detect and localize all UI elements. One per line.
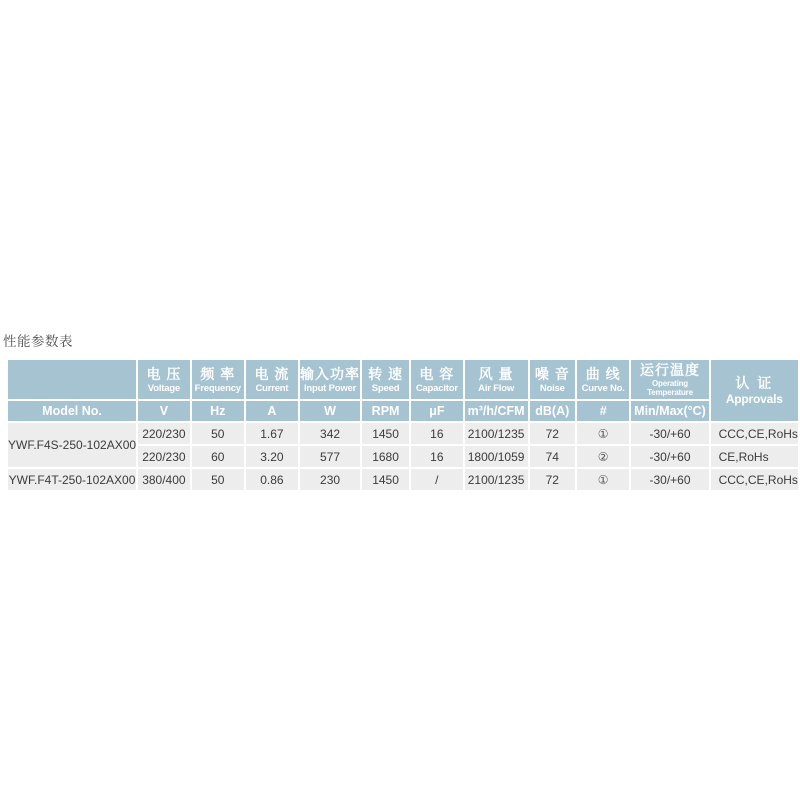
section-title: 性能参数表 bbox=[3, 334, 73, 349]
col-header-speed-en: Speed bbox=[371, 382, 400, 394]
header-blank-cell bbox=[8, 360, 136, 399]
input-power-value: 577 bbox=[300, 446, 360, 467]
col-header-curve-no bbox=[577, 360, 630, 399]
col-header-voltage bbox=[138, 360, 190, 399]
model-cell: YWF.F4T-250-102AX00 bbox=[8, 469, 136, 490]
operating-temperature-value: -30/+60 bbox=[631, 469, 708, 490]
col-header-noise-en: Noise bbox=[539, 382, 565, 394]
input-power-value: 342 bbox=[300, 423, 360, 444]
approvals-value: CCC,CE,RoHs bbox=[711, 423, 798, 444]
table-row bbox=[8, 469, 798, 490]
unit-operating-temperature: Min/Max(°C) bbox=[631, 401, 708, 421]
unit-speed: RPM bbox=[362, 401, 409, 421]
speed-value: 1680 bbox=[362, 446, 409, 467]
current-value: 3.20 bbox=[246, 446, 298, 467]
operating-temperature-value: -30/+60 bbox=[631, 446, 708, 467]
col-header-speed-cn: 转 速 bbox=[368, 365, 403, 382]
col-header-operating-temperature-cn: 运行温度 bbox=[640, 362, 700, 378]
unit-capacitor: μF bbox=[411, 401, 462, 421]
col-header-voltage-cn: 电 压 bbox=[146, 365, 182, 382]
current-value: 0.86 bbox=[246, 469, 298, 490]
col-header-approvals-en: Approvals bbox=[725, 392, 783, 406]
model-cell: YWF.F4S-250-102AX00 bbox=[8, 423, 136, 467]
col-header-input-power bbox=[300, 360, 360, 399]
col-header-current-cn: 电 流 bbox=[254, 365, 290, 382]
air-flow-value: 1800/1059 bbox=[465, 446, 528, 467]
speed-value: 1450 bbox=[362, 423, 409, 444]
unit-curve-no: # bbox=[577, 401, 630, 421]
unit-air-flow: m³/h/CFM bbox=[465, 401, 528, 421]
unit-current: A bbox=[246, 401, 298, 421]
unit-frequency: Hz bbox=[192, 401, 244, 421]
col-header-approvals-cn: 认 证 bbox=[735, 375, 774, 391]
col-header-frequency-en: Frequency bbox=[194, 382, 241, 394]
col-header-air-flow-cn: 风 量 bbox=[478, 365, 514, 382]
table-row bbox=[8, 423, 798, 444]
capacitor-value: / bbox=[411, 469, 462, 490]
col-header-current-en: Current bbox=[255, 382, 289, 394]
speed-value: 1450 bbox=[362, 469, 409, 490]
curve-no-value: ① bbox=[577, 469, 630, 490]
col-header-input-power-en: Input Power bbox=[303, 382, 357, 394]
col-header-speed bbox=[362, 360, 409, 399]
curve-no-value: ② bbox=[577, 446, 630, 467]
col-header-capacitor-cn: 电 容 bbox=[419, 365, 455, 382]
voltage-value: 220/230 bbox=[138, 446, 190, 467]
voltage-value: 380/400 bbox=[138, 469, 190, 490]
unit-voltage: V bbox=[138, 401, 190, 421]
noise-value: 72 bbox=[530, 469, 575, 490]
noise-value: 74 bbox=[530, 446, 575, 467]
col-header-capacitor-en: Capacitor bbox=[415, 382, 458, 394]
header-row-units bbox=[8, 401, 798, 421]
capacitor-value: 16 bbox=[411, 423, 462, 444]
model-no-header: Model No. bbox=[8, 401, 136, 421]
col-header-operating-temperature-en: Operating Temperature bbox=[647, 379, 693, 397]
col-header-voltage-en: Voltage bbox=[147, 382, 180, 394]
col-header-curve-no-en: Curve No. bbox=[581, 382, 625, 394]
frequency-value: 50 bbox=[192, 423, 244, 444]
col-header-noise bbox=[530, 360, 575, 399]
curve-no-value: ① bbox=[577, 423, 630, 444]
col-header-approvals bbox=[711, 360, 798, 421]
col-header-air-flow bbox=[465, 360, 528, 399]
noise-value: 72 bbox=[530, 423, 575, 444]
air-flow-value: 2100/1235 bbox=[465, 469, 528, 490]
frequency-value: 60 bbox=[192, 446, 244, 467]
input-power-value: 230 bbox=[300, 469, 360, 490]
unit-input-power: W bbox=[300, 401, 360, 421]
unit-noise: dB(A) bbox=[530, 401, 575, 421]
header-row-labels bbox=[8, 360, 798, 399]
col-header-frequency bbox=[192, 360, 244, 399]
approvals-value: CCC,CE,RoHs bbox=[711, 469, 798, 490]
col-header-air-flow-en: Air Flow bbox=[478, 382, 515, 394]
col-header-capacitor bbox=[411, 360, 462, 399]
current-value: 1.67 bbox=[246, 423, 298, 444]
col-header-noise-cn: 噪 音 bbox=[534, 365, 570, 382]
air-flow-value: 2100/1235 bbox=[465, 423, 528, 444]
col-header-input-power-cn: 输入功率 bbox=[300, 365, 361, 382]
performance-spec-table bbox=[6, 358, 800, 492]
voltage-value: 220/230 bbox=[138, 423, 190, 444]
col-header-frequency-cn: 频 率 bbox=[200, 365, 236, 382]
frequency-value: 50 bbox=[192, 469, 244, 490]
col-header-curve-no-cn: 曲 线 bbox=[585, 365, 621, 382]
approvals-value: CE,RoHs bbox=[711, 446, 798, 467]
capacitor-value: 16 bbox=[411, 446, 462, 467]
operating-temperature-value: -30/+60 bbox=[631, 423, 708, 444]
col-header-operating-temperature bbox=[631, 360, 708, 399]
col-header-current bbox=[246, 360, 298, 399]
